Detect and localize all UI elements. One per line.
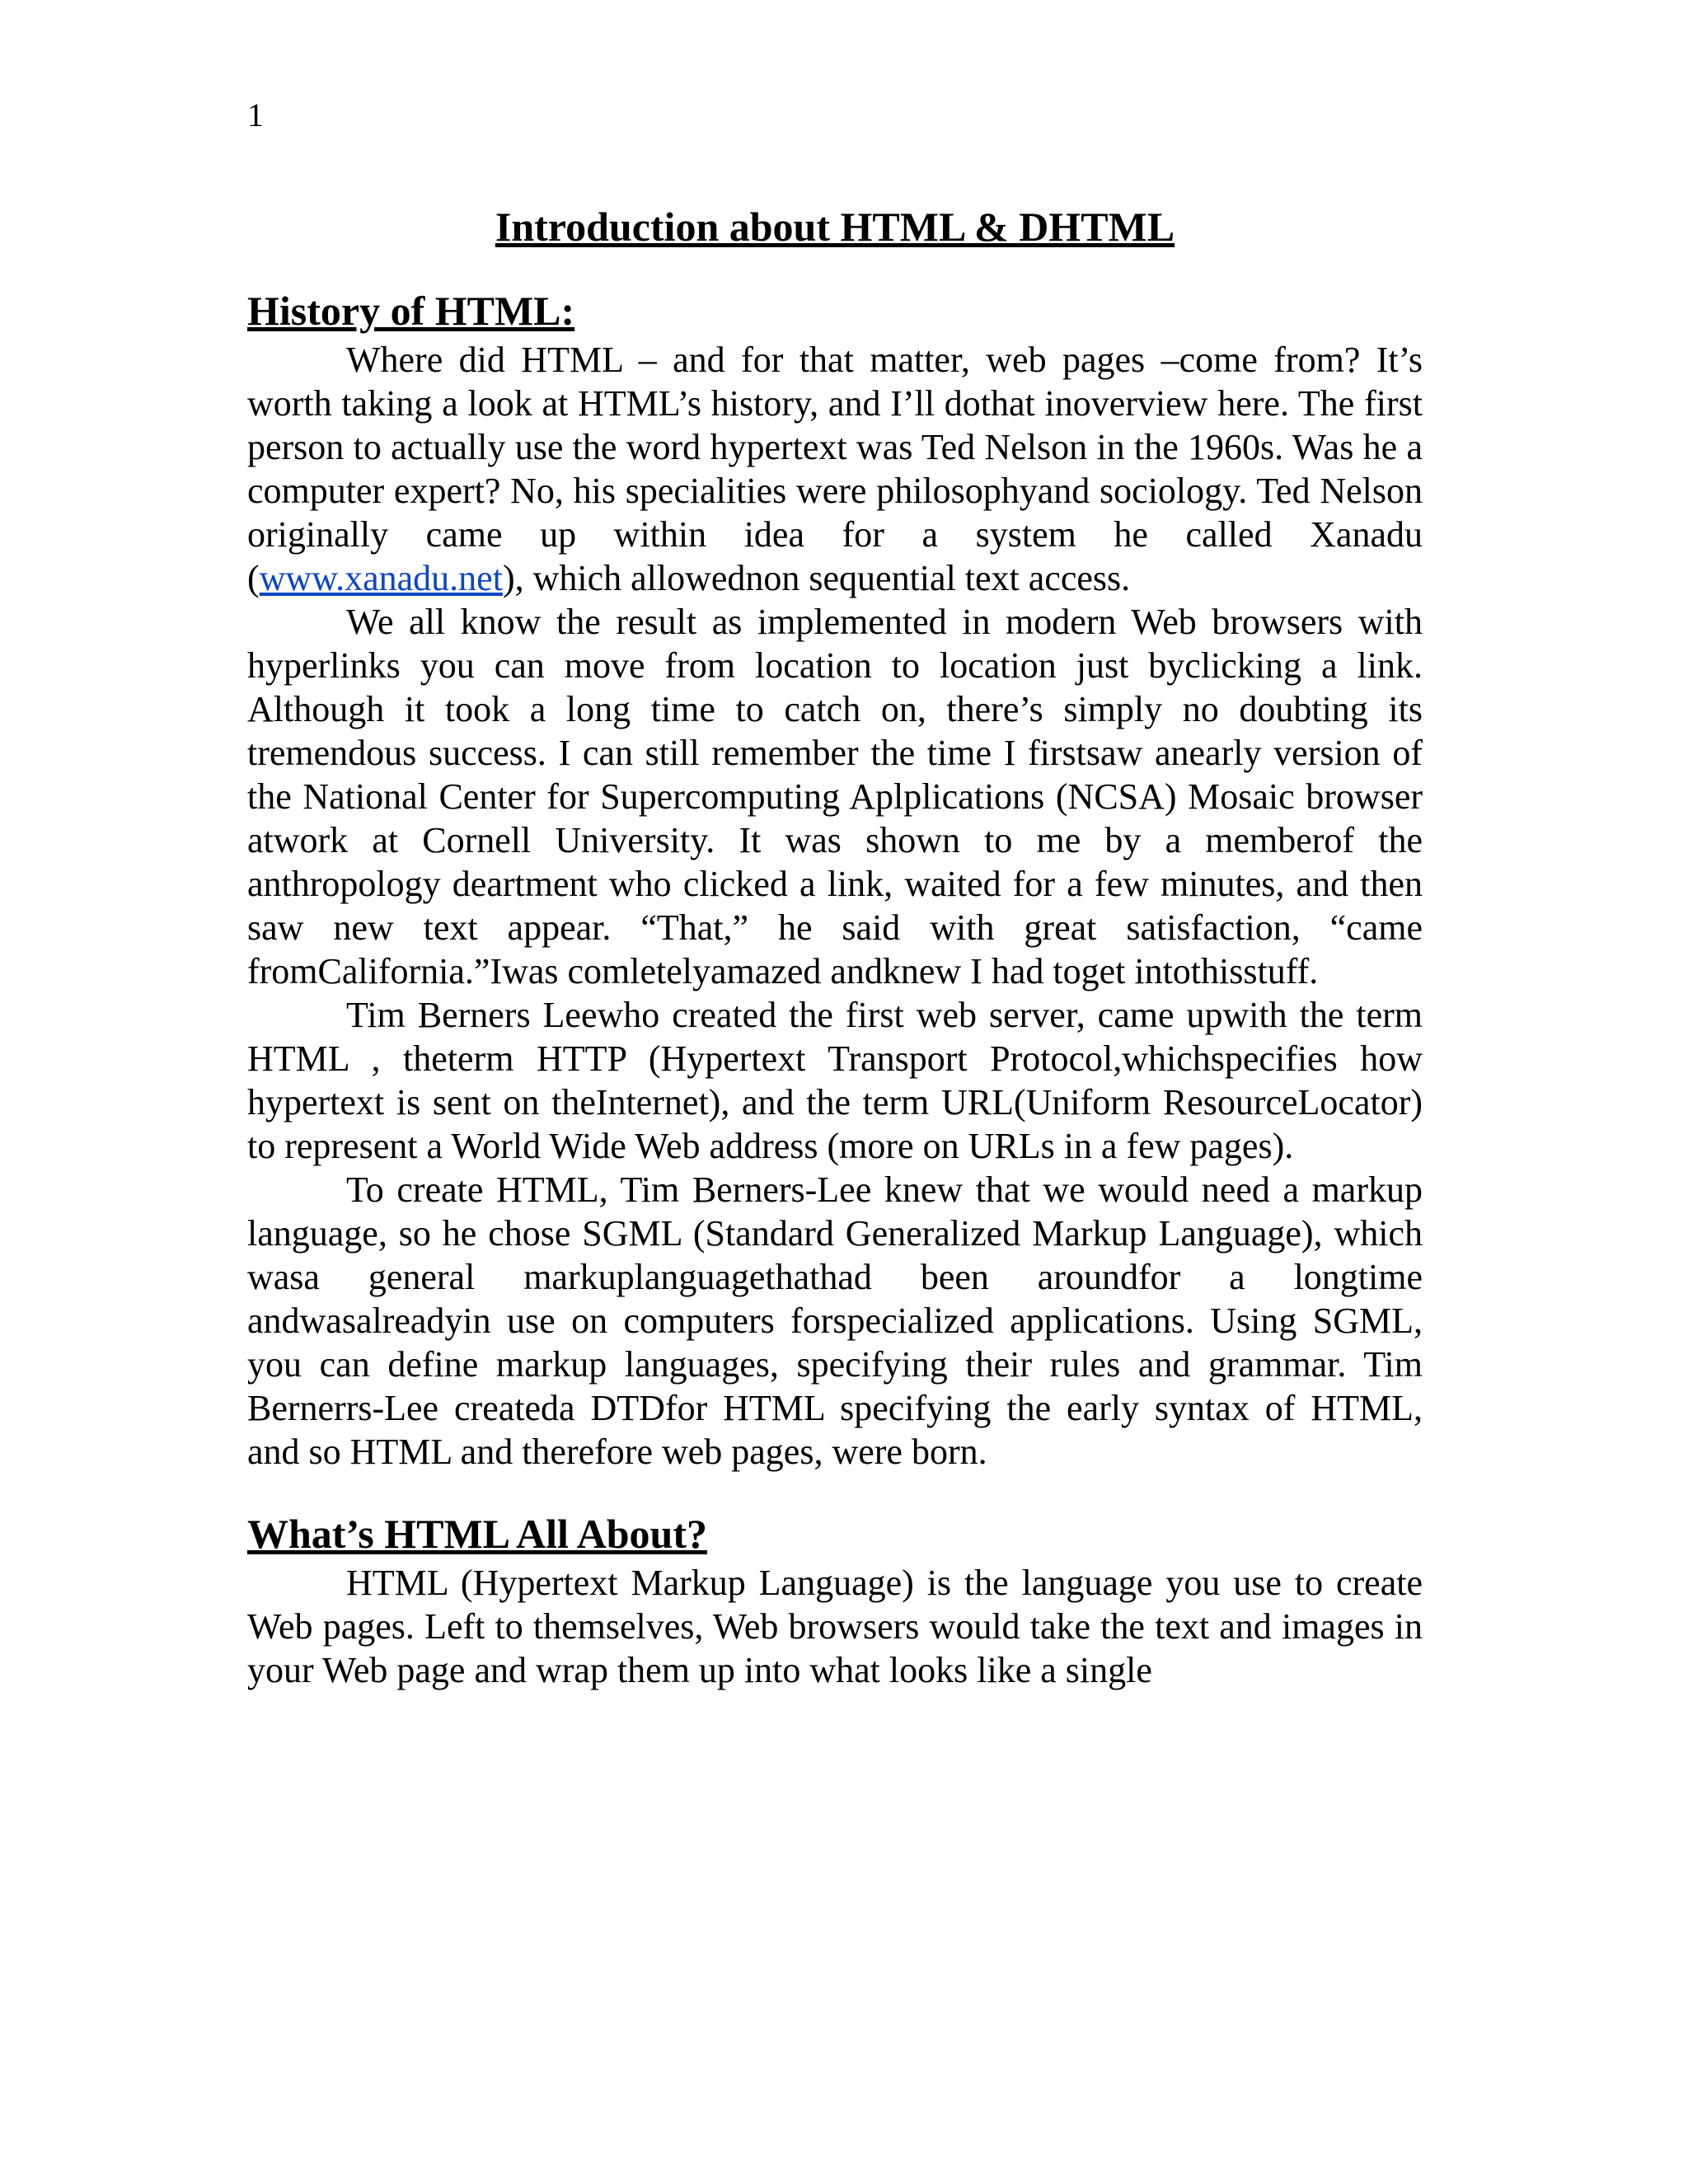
paragraph-history-3: Tim Berners Leewho created the first web server, came upwith the term HTML , theterm HTTP (Hypertext Transport Protocol,whichspecifies how hypertext is sent on theInternet), and the term URL(Uniform ResourceLocator) to represent a World Wide Web address (more on URLs in a few pages). — [247, 995, 1423, 1166]
paragraph-whats-html-1: HTML (Hypertext Markup Language) is the language you use to create Web pages. Left to themselves, Web browsers would take the text and images in your Web page and wrap them up into what looks like a single — [247, 1563, 1423, 1690]
section-heading-history: History of HTML: — [247, 288, 575, 334]
paragraph-history-1 — [247, 338, 1423, 600]
document-body — [247, 199, 1423, 1692]
paragraph-text: Where did HTML – and for that matter, web pages –come from? It’s worth taking a look at HTML’s history, and I’ll dothat inoverview here. The first person to actually use the word hypertext was Ted Nelson in the 1960s. Was he a computer expert? No, his specialities were philosophyand sociology. Ted Nelson originally came up within idea for a system he called Xanadu ( — [247, 340, 1423, 598]
document-title: Introduction about HTML & DHTML — [495, 204, 1175, 250]
section-heading-whats-html: What’s HTML All About? — [247, 1511, 707, 1557]
page-number: 1 — [247, 96, 264, 134]
paragraph-history-2: We all know the result as implemented in modern Web browsers with hyperlinks you can move from location to location just byclicking a link. Although it took a long time to catch on, there’s simply no doubting its tremendous success. I can still remember the time I firstsaw anearly version of the National Center for Supercomputing Aplplications (NCSA) Mosaic browser atwork at Cornell University. It was shown to me by a memberof the anthropology deartment who clicked a link, waited for a few minutes, and then saw new text appear. “That,” he said with great satisfaction, “came fromCalifornia.”Iwas comletelyamazed andknew I had toget intothisstuff. — [247, 602, 1423, 991]
xanadu-link[interactable]: www.xanadu.net — [259, 558, 503, 598]
paragraph-history-4: To create HTML, Tim Berners-Lee knew that we would need a markup language, so he chose SGML (Standard Generalized Markup Language), which wasa general markuplanguagethathad been aroundfor a longtime andwasalreadyin use on computers forspecialized applications. Using SGML, you can define markup languages, specifying their rules and grammar. Tim Bernerrs-Lee createda DTDfor HTML specifying the early syntax of HTML, and so HTML and therefore web pages, were born. — [247, 1169, 1423, 1472]
paragraph-text: ), which allowednon sequential text access. — [502, 558, 1131, 598]
